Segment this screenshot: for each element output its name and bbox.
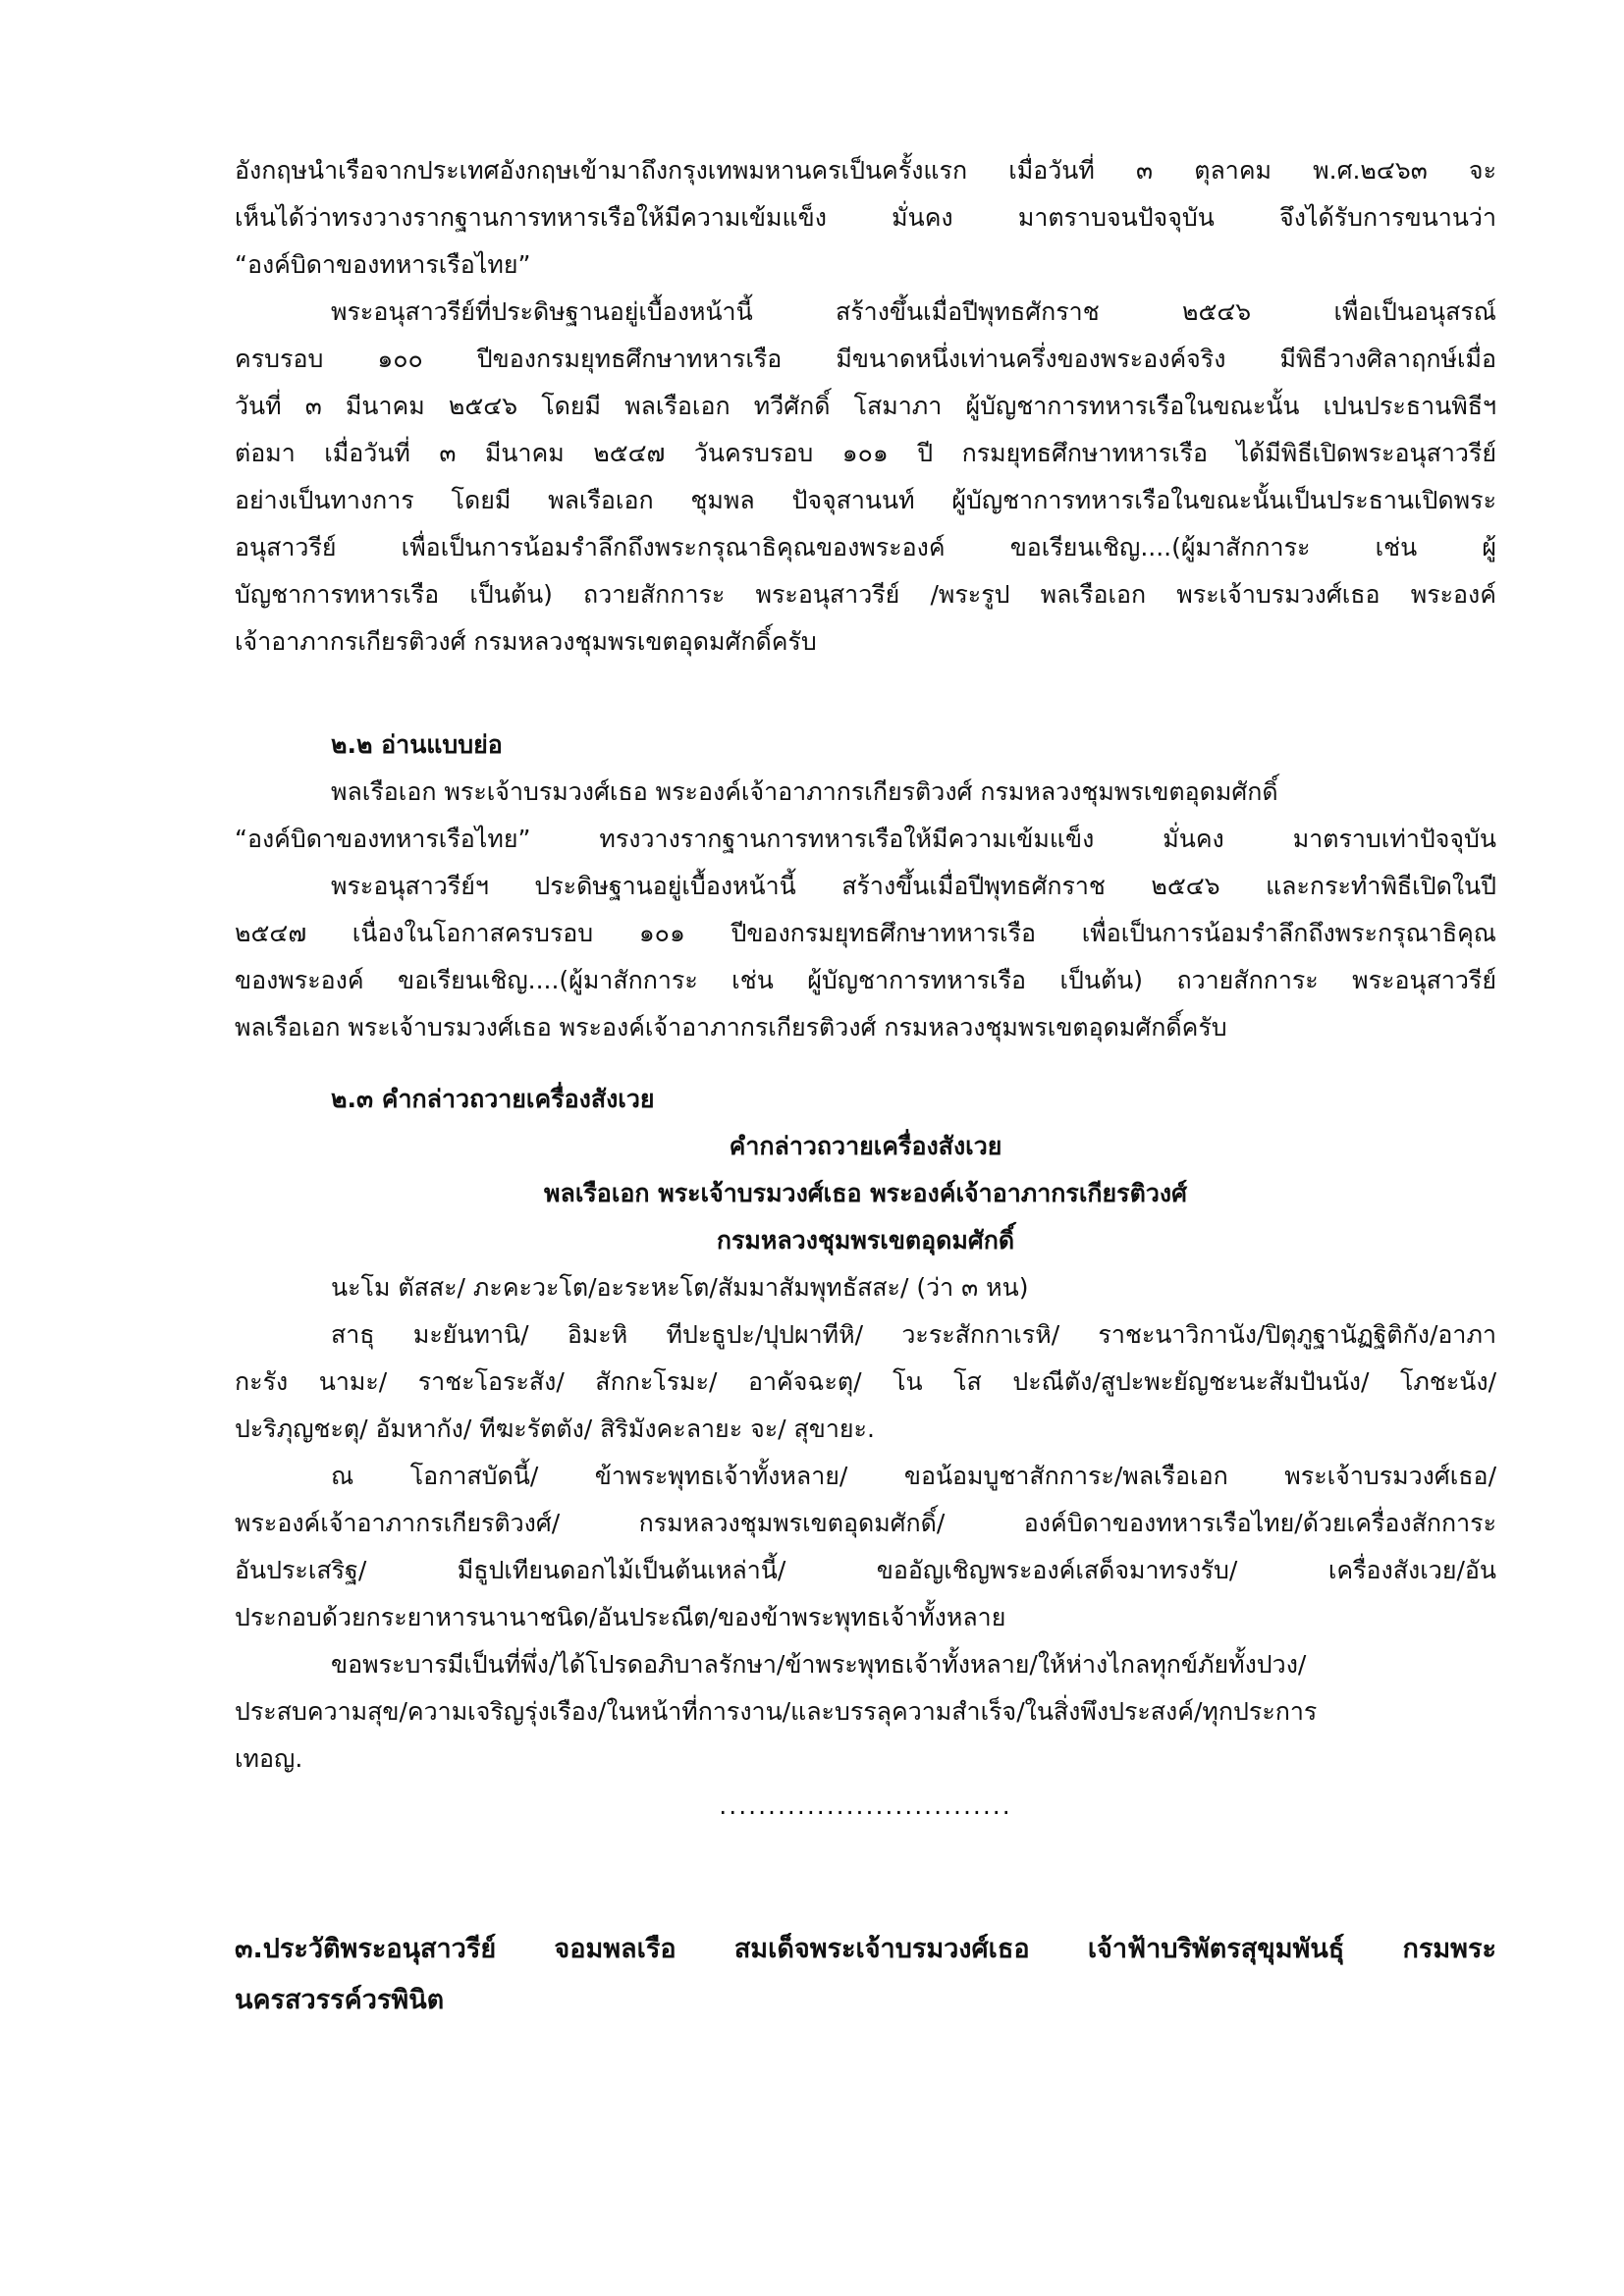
paragraph-line: เห็นได้ว่าทรงวางรากฐานการทหารเรือให้มีความเข้มแข็ง มั่นคง มาตราบจนปัจจุบัน จึงได้รับการขนานว่า (235, 203, 1496, 232)
paragraph-line: เจ้าอาภากรเกียรติวงศ์ กรมหลวงชุมพรเขตอุดมศักดิ์ครับ (235, 627, 817, 656)
speech-title: คำกล่าวถวายเครื่องสังเวย (729, 1132, 1002, 1160)
speech-title-name: พลเรือเอก พระเจ้าบรมวงศ์เธอ พระองค์เจ้าอาภากรเกียรติวงศ์ (544, 1179, 1187, 1207)
paragraph-line: อนุสาวรีย์ เพื่อเป็นการน้อมรำลึกถึงพระกรุณาธิคุณของพระองค์ ขอเรียนเชิญ....(ผู้มาสักการะ เช่น ผู้ (235, 533, 1496, 561)
section-heading: ๓.ประวัติพระอนุสาวรีย์ จอมพลเรือ สมเด็จพระเจ้าบรมวงศ์เธอ เจ้าฟ้าบริพัตรสุขุมพันธุ์ กรมพระ (235, 1934, 1496, 1964)
paragraph-line: วันที่ ๓ มีนาคม ๒๕๔๖ โดยมี พลเรือเอก ทวีศักดิ์ โสมาภา ผู้บัญชาการทหารเรือในขณะนั้น เปนประธานพิธีฯ (235, 392, 1496, 420)
paragraph-line: นะโม ตัสสะ/ ภะคะวะโต/อะระหะโต/สัมมาสัมพุทธัสสะ/ (ว่า ๓ หน) (331, 1273, 1029, 1302)
paragraph-line: ๒๕๔๗ เนื่องในโอกาสครบรอบ ๑๐๑ ปีของกรมยุทธศึกษาทหารเรือ เพื่อเป็นการน้อมรำลึกถึงพระกรุณาธิคุณ (235, 919, 1496, 947)
paragraph-line: เทอญ. (235, 1744, 303, 1773)
paragraph-line: “องค์บิดาของทหารเรือไทย” (235, 250, 531, 279)
paragraph-line: ประกอบด้วยกระยาหารนานาชนิด/อันประณีต/ของข้าพระพุทธเจ้าทั้งหลาย (235, 1603, 1006, 1631)
paragraph-line: ของพระองค์ ขอเรียนเชิญ....(ผู้มาสักการะ เช่น ผู้บัญชาการทหารเรือ เป็นต้น) ถวายสักการะ พระอนุสาวรีย์ (235, 966, 1496, 994)
paragraph-line: อย่างเป็นทางการ โดยมี พลเรือเอก ชุมพล ปัจจุสานนท์ ผู้บัญชาการทหารเรือในขณะนั้นเป็นประธานเปิดพระ (235, 486, 1496, 514)
section-heading: ๒.๒ อ่านแบบย่อ (331, 730, 503, 759)
section-heading-continued: นครสวรรค์วรพินิต (235, 1985, 445, 2015)
paragraph-line: ขอพระบารมีเป็นที่พึ่ง/ได้โปรดอภิบาลรักษา/ข้าพระพุทธเจ้าทั้งหลาย/ให้ห่างไกลทุกข์ภัยทั้งปวง/ (331, 1650, 1307, 1679)
paragraph-line: พระอนุสาวรีย์ที่ประดิษฐานอยู่เบื้องหน้านี้ สร้างขึ้นเมื่อปีพุทธศักราช ๒๕๔๖ เพื่อเป็นอนุสรณ์ (331, 297, 1496, 326)
dotted-separator: .............................. (719, 1791, 1012, 1820)
section-heading: ๒.๓ คำกล่าวถวายเครื่องสังเวย (331, 1085, 655, 1113)
paragraph-line: พลเรือเอก พระเจ้าบรมวงศ์เธอ พระองค์เจ้าอาภากรเกียรติวงศ์ กรมหลวงชุมพรเขตอุดมศักดิ์ (331, 777, 1278, 806)
section-3 (235, 1924, 1496, 2026)
paragraph-line: บัญชาการทหารเรือ เป็นต้น) ถวายสักการะ พระอนุสาวรีย์ /พระรูป พลเรือเอก พระเจ้าบรมวงศ์เธอ พระองค์ (235, 580, 1496, 609)
section-2-3 (235, 1076, 1496, 1830)
section-2-2 (235, 721, 1496, 1051)
paragraph-line: ต่อมา เมื่อวันที่ ๓ มีนาคม ๒๕๔๗ วันครบรอบ ๑๐๑ ปี กรมยุทธศึกษาทหารเรือ ได้มีพิธีเปิดพระอนุสาวรีย์ (235, 439, 1496, 467)
paragraph-line: พลเรือเอก พระเจ้าบรมวงศ์เธอ พระองค์เจ้าอาภากรเกียรติวงศ์ กรมหลวงชุมพรเขตอุดมศักดิ์ครับ (235, 1013, 1227, 1041)
paragraph-line: ประสบความสุข/ความเจริญรุ่งเรือง/ในหน้าที่การงาน/และบรรลุความสำเร็จ/ในสิ่งพึงประสงค์/ทุกประการ (235, 1697, 1318, 1726)
paragraph-line: อังกฤษนำเรือจากประเทศอังกฤษเข้ามาถึงกรุงเทพมหานครเป็นครั้งแรก เมื่อวันที่ ๓ ตุลาคม พ.ศ.๒๔๖๓ จะ (235, 156, 1496, 185)
paragraph-line: ปะริภุญชะตุ/ อัมหากัง/ ทีฆะรัตตัง/ สิริมังคะลายะ จะ/ สุขายะ. (235, 1415, 875, 1443)
intro-section (235, 147, 1496, 666)
paragraph-line: “องค์บิดาของทหารเรือไทย” ทรงวางรากฐานการทหารเรือให้มีความเข้มแข็ง มั่นคง มาตราบเท่าปัจจุบัน (235, 825, 1496, 853)
speech-title-rank: กรมหลวงชุมพรเขตอุดมศักดิ์ (716, 1226, 1015, 1255)
paragraph-line: ณ โอกาสบัดนี้/ ข้าพระพุทธเจ้าทั้งหลาย/ ขอน้อมบูชาสักการะ/พลเรือเอก พระเจ้าบรมวงศ์เธอ/ (331, 1462, 1496, 1490)
paragraph-line: พระอนุสาวรีย์ฯ ประดิษฐานอยู่เบื้องหน้านี้ สร้างขึ้นเมื่อปีพุทธศักราช ๒๕๔๖ และกระทำพิธีเปิดในปี (331, 872, 1496, 900)
paragraph-line: สาธุ มะยันทานิ/ อิมะหิ ทีปะธูปะ/ปุปผาทีหิ/ วะระสักกาเรหิ/ ราชะนาวิกานัง/ปิตุภูฐานัฏฐิติกัง/อาภา (331, 1320, 1496, 1349)
paragraph-line: พระองค์เจ้าอาภากรเกียรติวงศ์/ กรมหลวงชุมพรเขตอุดมศักดิ์/ องค์บิดาของทหารเรือไทย/ด้วยเครื่องสักการะ (235, 1509, 1496, 1537)
paragraph-line: อันประเสริฐ/ มีธูปเทียนดอกไม้เป็นต้นเหล่านี้/ ขออัญเชิญพระองค์เสด็จมาทรงรับ/ เครื่องสังเวย/อัน (235, 1556, 1496, 1584)
paragraph-line: ครบรอบ ๑๐๐ ปีของกรมยุทธศึกษาทหารเรือ มีขนาดหนึ่งเท่านครึ่งของพระองค์จริง มีพิธีวางศิลาฤกษ์เมื่อ (235, 345, 1496, 373)
paragraph-line: กะรัง นามะ/ ราชะโอระสัง/ สักกะโรมะ/ อาคัจฉะตุ/ โน โส ปะณีตัง/สูปะพะยัญชะนะสัมปันนัง/ โภชะนัง/ (235, 1367, 1496, 1396)
